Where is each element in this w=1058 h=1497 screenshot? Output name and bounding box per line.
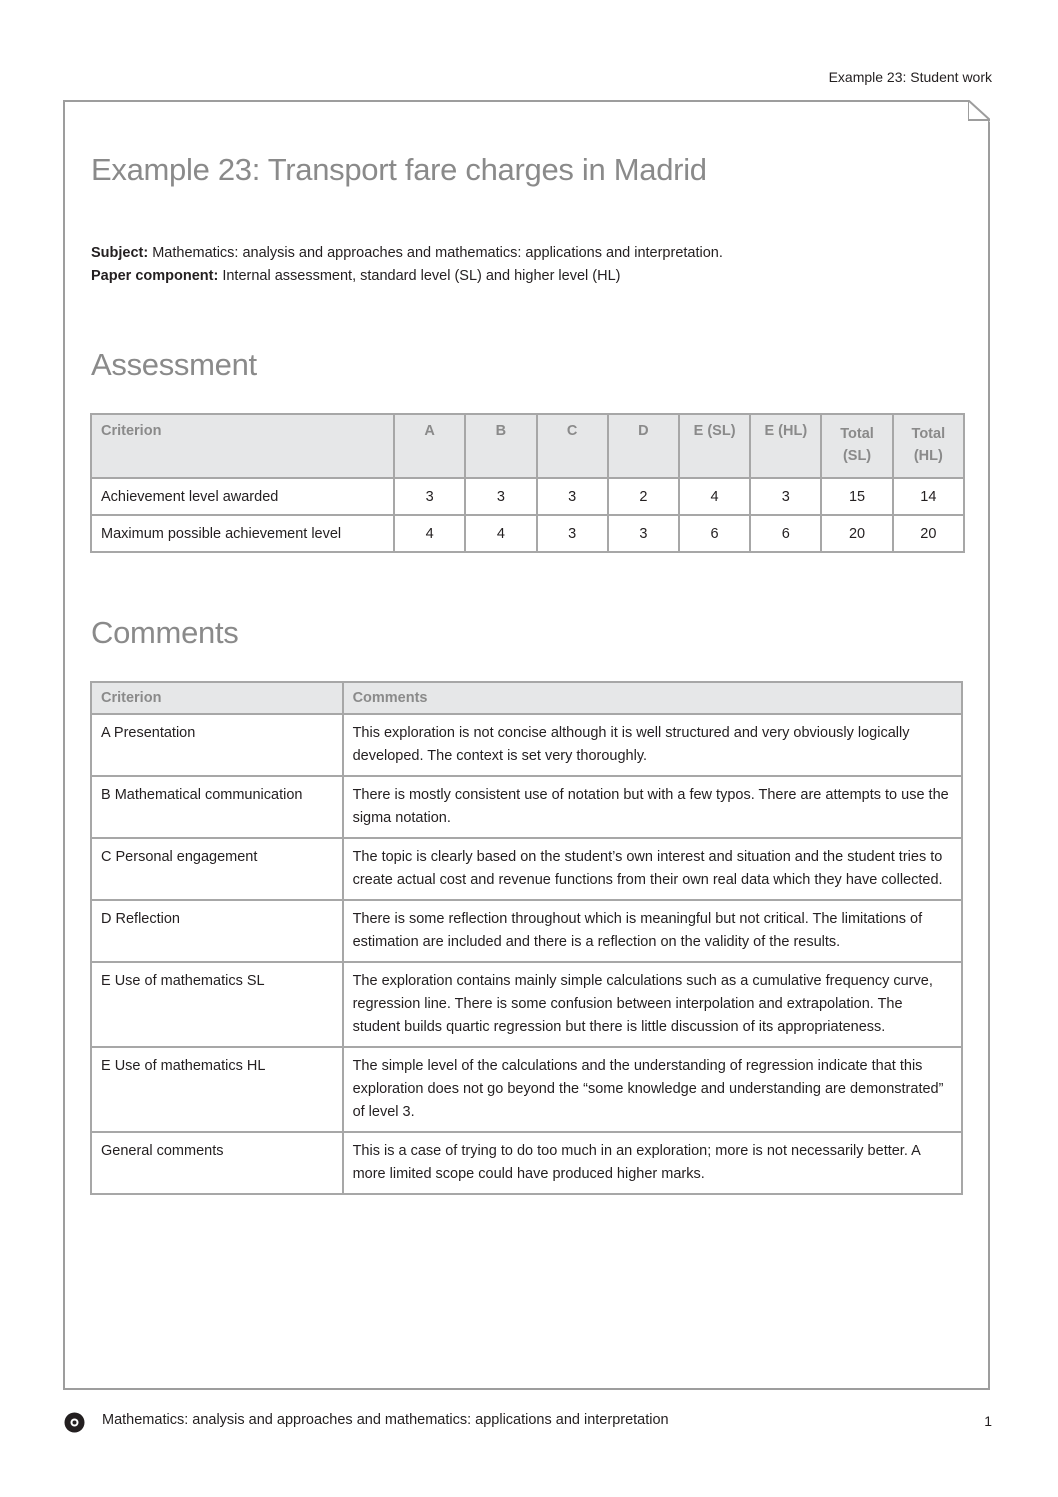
comment-cell: The topic is clearly based on the student’s own interest and situation and the student tries to create actual cost and revenue functions from their own real data which they have collected. (343, 838, 962, 900)
subject-value: Mathematics: analysis and approaches and mathematics: applications and interpretation. (148, 245, 723, 261)
cell-value: 14 (893, 478, 964, 515)
comment-cell: There is mostly consistent use of notation but with a few typos. There are attempts to use the sigma notation. (343, 776, 962, 838)
comments-table (90, 681, 963, 1195)
comments-heading: Comments (91, 615, 239, 650)
assessment-heading: Assessment (91, 347, 257, 382)
table-row (91, 962, 962, 1047)
column-header: Total (HL) (893, 414, 964, 478)
document-title: Example 23: Transport fare charges in Madrid (91, 152, 707, 187)
component-line (91, 265, 723, 288)
ib-badge-icon (64, 1412, 85, 1433)
cell-value: 3 (394, 478, 465, 515)
subject-label: Subject: (91, 245, 149, 261)
column-header: E (HL) (750, 414, 821, 478)
column-header: Total (SL) (821, 414, 892, 478)
cell-value: 3 (537, 515, 608, 552)
assessment-header-row (91, 414, 964, 478)
column-header: D (608, 414, 679, 478)
comment-cell: There is some reflection throughout which is meaningful but not critical. The limitations of estimation are included and there is a reflection on the validity of the results. (343, 900, 962, 962)
row-label: Achievement level awarded (91, 478, 394, 515)
document-meta (91, 242, 723, 288)
criterion-cell: D Reflection (91, 900, 343, 962)
cell-value: 3 (608, 515, 679, 552)
column-header: Criterion (91, 414, 394, 478)
cell-value: 3 (537, 478, 608, 515)
cell-value: 4 (679, 478, 750, 515)
cell-value: 4 (465, 515, 536, 552)
cell-value: 20 (821, 515, 892, 552)
component-label: Paper component: (91, 268, 219, 284)
row-label: Maximum possible achievement level (91, 515, 394, 552)
table-row (91, 838, 962, 900)
column-header: A (394, 414, 465, 478)
criterion-cell: C Personal engagement (91, 838, 343, 900)
comment-cell: The simple level of the calculations and the understanding of regression indicate that this exploration does not go beyond the “some knowledge and understanding are demonstrated” of level 3. (343, 1047, 962, 1132)
table-row (91, 714, 962, 776)
component-value: Internal assessment, standard level (SL) and higher level (HL) (218, 268, 621, 284)
cell-value: 2 (608, 478, 679, 515)
comment-cell: This is a case of trying to do too much in an exploration; more is not necessarily better. A more limited scope could have produced higher marks. (343, 1132, 962, 1194)
table-row (91, 900, 962, 962)
criterion-cell: A Presentation (91, 714, 343, 776)
assessment-table (90, 413, 965, 553)
criterion-cell: E Use of mathematics HL (91, 1047, 343, 1132)
comments-header-row (91, 682, 962, 714)
column-header: C (537, 414, 608, 478)
subject-line (91, 242, 723, 265)
table-row (91, 1047, 962, 1132)
criterion-cell: E Use of mathematics SL (91, 962, 343, 1047)
table-row (91, 776, 962, 838)
page-fold-corner (968, 100, 990, 122)
criterion-cell: General comments (91, 1132, 343, 1194)
comment-cell: The exploration contains mainly simple calculations such as a cumulative frequency curve, regression line. There is some confusion between interpolation and extrapolation. The student builds quartic regression but there is little discussion of its appropriateness. (343, 962, 962, 1047)
column-header: Criterion (91, 682, 343, 714)
cell-value: 6 (679, 515, 750, 552)
comment-cell: This exploration is not concise although it is well structured and very obviously logically developed. The context is set very thoroughly. (343, 714, 962, 776)
cell-value: 6 (750, 515, 821, 552)
table-row (91, 1132, 962, 1194)
cell-value: 4 (394, 515, 465, 552)
running-head: Example 23: Student work (828, 69, 992, 85)
page-number: 1 (984, 1413, 992, 1429)
cell-value: 3 (750, 478, 821, 515)
cell-value: 20 (893, 515, 964, 552)
table-row (91, 515, 964, 552)
column-header: B (465, 414, 536, 478)
criterion-cell: B Mathematical communication (91, 776, 343, 838)
cell-value: 15 (821, 478, 892, 515)
table-row (91, 478, 964, 515)
column-header: Comments (343, 682, 962, 714)
column-header: E (SL) (679, 414, 750, 478)
cell-value: 3 (465, 478, 536, 515)
footer-text: Mathematics: analysis and approaches and mathematics: applications and interpretation (102, 1412, 669, 1428)
